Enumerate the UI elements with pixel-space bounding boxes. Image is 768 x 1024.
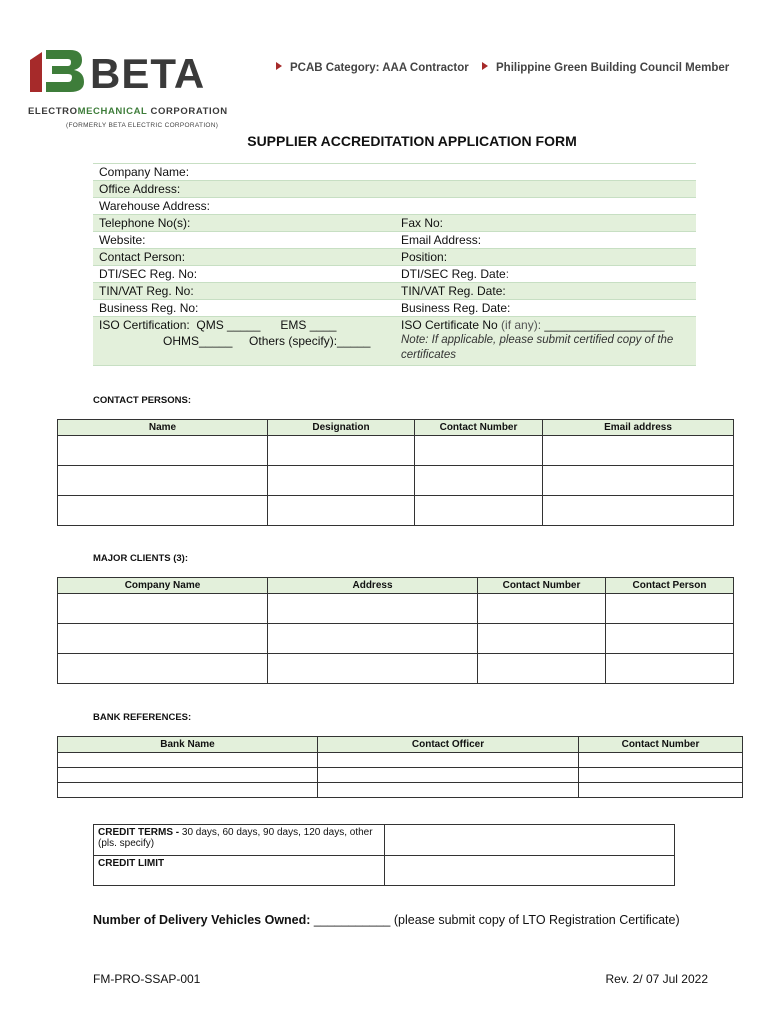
form-title: SUPPLIER ACCREDITATION APPLICATION FORM [247,133,577,149]
table-cell[interactable] [415,466,543,496]
iso-if-any-label: (if any): [501,318,542,332]
info-row [93,164,696,181]
revision-info: Rev. 2/ 07 Jul 2022 [605,972,708,986]
iso-note: Note: If applicable, please submit certified copy of the certificates [401,334,674,361]
fax-field[interactable]: Fax No: [395,215,696,232]
table-cell[interactable] [58,594,268,624]
dti-reg-date-field[interactable] [395,266,696,283]
table-cell[interactable] [58,624,268,654]
table-cell[interactable] [415,436,543,466]
email-field[interactable]: Email Address: [395,232,696,249]
table-cell[interactable] [579,753,743,768]
credit-terms-input[interactable] [385,825,675,856]
table-cell[interactable] [268,654,478,684]
table-cell[interactable] [318,753,579,768]
table-cell[interactable] [579,768,743,783]
company-name-field[interactable]: Company Name: [93,164,696,181]
iso-certification-field[interactable] [93,317,395,366]
info-row [93,283,696,300]
position-field[interactable]: Position: [395,249,696,266]
dti-reg-date-label: DTI/SEC Reg. Date [401,267,506,281]
col-header-designation: Designation [268,420,415,436]
warehouse-address-field[interactable]: Warehouse Address: [93,198,696,215]
company-name [28,106,228,117]
former-company-name: (FORMERLY BETA ELECTRIC CORPORATION) [66,122,219,129]
iso-line-2: OHMS_____ Others (specify):_____ [163,334,371,348]
table-cell[interactable] [58,753,318,768]
form-code: FM-PRO-SSAP-001 [93,972,201,986]
table-cell[interactable] [268,594,478,624]
credit-terms-label-cell [94,825,385,856]
col-header-bank-name: Bank Name [58,737,318,753]
table-cell[interactable] [478,624,606,654]
credit-terms-text: 30 days, 60 days, 90 days, 120 days, other (pls. specify) [98,827,373,849]
credit-terms-row [94,825,675,856]
contact-persons-label: CONTACT PERSONS: [93,395,191,406]
table-row [58,436,734,466]
iso-certificate-no-field[interactable] [395,317,696,366]
website-field[interactable]: Website: [93,232,395,249]
triangle-bullet-icon [482,62,488,70]
iso-cert-no-label: ISO Certificate No [401,318,502,332]
table-cell[interactable] [606,654,734,684]
table-row [58,753,743,768]
table-cell[interactable] [58,768,318,783]
company-name-part: MECHANICAL [77,106,148,117]
beta-logo-mark-icon [28,46,88,96]
credit-limit-input[interactable] [385,856,675,886]
info-row [93,215,696,232]
tag-text: PCAB Category: AAA Contractor [290,62,469,74]
dti-reg-no-field[interactable]: DTI/SEC Reg. No: [93,266,395,283]
table-cell[interactable] [58,783,318,798]
vehicles-label: Number of Delivery Vehicles Owned: [93,913,311,927]
table-cell[interactable] [478,594,606,624]
credit-table [93,824,675,886]
info-row [93,198,696,215]
company-name-part: ELECTRO [28,106,78,117]
table-cell[interactable] [268,466,415,496]
col-header-contact-officer: Contact Officer [318,737,579,753]
table-cell[interactable] [579,783,743,798]
triangle-bullet-icon [276,62,282,70]
green-building-tag [482,62,729,74]
col-header-name: Name [58,420,268,436]
table-cell[interactable] [543,436,734,466]
telephone-field[interactable]: Telephone No(s): [93,215,395,232]
credit-terms-label: CREDIT TERMS - [98,827,180,838]
logo-wordmark: BETA [90,50,206,97]
table-cell[interactable] [318,768,579,783]
contact-person-field[interactable]: Contact Person: [93,249,395,266]
office-address-field[interactable]: Office Address: [93,181,696,198]
credit-limit-row [94,856,675,886]
major-clients-label: MAJOR CLIENTS (3): [93,553,188,564]
table-row [58,624,734,654]
info-row [93,181,696,198]
info-row [93,300,696,317]
vehicles-blank[interactable]: ___________ [310,913,394,927]
credit-limit-label: CREDIT LIMIT [98,858,165,869]
company-name-part: CORPORATION [147,106,228,117]
table-row [58,466,734,496]
table-cell[interactable] [268,624,478,654]
table-row [58,783,743,798]
col-header-contact-person: Contact Person [606,578,734,594]
table-cell[interactable] [415,496,543,526]
table-cell[interactable] [478,654,606,684]
col-header-contact-number: Contact Number [478,578,606,594]
bank-references-label: BANK REFERENCES: [93,712,192,723]
info-row [93,249,696,266]
major-clients-table [57,577,734,684]
business-reg-no-field[interactable]: Business Reg. No: [93,300,395,317]
col-header-email: Email address [543,420,734,436]
table-cell[interactable] [606,624,734,654]
iso-line-1: ISO Certification: QMS _____ EMS ____ [99,318,337,332]
tag-text: Philippine Green Building Council Member [496,62,730,74]
table-cell[interactable] [606,594,734,624]
business-reg-date-field[interactable]: Business Reg. Date: [395,300,696,317]
col-header-address: Address [268,578,478,594]
info-row [93,317,696,366]
table-cell[interactable] [268,436,415,466]
bank-references-table [57,736,743,798]
dti-reg-date-colon: : [505,267,510,281]
col-header-contact-number: Contact Number [415,420,543,436]
table-cell[interactable] [58,496,268,526]
info-row [93,232,696,249]
table-cell[interactable] [58,436,268,466]
credit-limit-label-cell [94,856,385,886]
table-row [58,768,743,783]
iso-cert-no-blank: __________________ [541,318,665,332]
table-row [58,654,734,684]
table-cell[interactable] [58,466,268,496]
col-header-contact-number: Contact Number [579,737,743,753]
contact-persons-table [57,419,734,526]
supplier-info-table [93,163,696,366]
table-header-row [58,420,734,436]
table-cell[interactable] [268,496,415,526]
table-header-row [58,737,743,753]
vehicles-note: (please submit copy of LTO Registration Certificate) [393,913,680,927]
table-cell[interactable] [543,466,734,496]
table-header-row [58,578,734,594]
table-cell[interactable] [318,783,579,798]
tin-reg-no-field[interactable]: TIN/VAT Reg. No: [93,283,395,300]
info-row [93,266,696,283]
col-header-company-name: Company Name [58,578,268,594]
company-logo [28,44,248,134]
table-row [58,594,734,624]
tin-reg-date-field[interactable]: TIN/VAT Reg. Date: [395,283,696,300]
pcab-category-tag [276,62,469,74]
delivery-vehicles-line [93,913,680,927]
table-cell[interactable] [58,654,268,684]
table-cell[interactable] [543,496,734,526]
table-row [58,496,734,526]
